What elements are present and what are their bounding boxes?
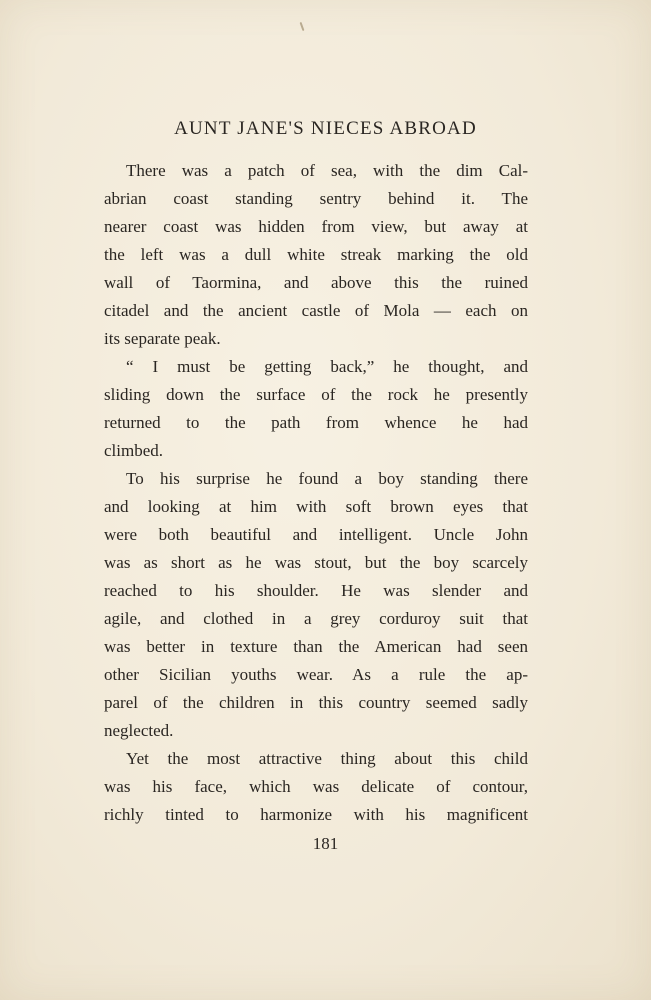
text-line: climbed. <box>104 441 164 460</box>
body-text <box>104 157 528 829</box>
text-line: was his face, which was delicate of contour, <box>104 777 528 796</box>
text-line: reached to his shoulder. He was slender and <box>104 581 528 600</box>
paper-mark <box>300 22 305 31</box>
text-line: abrian coast standing sentry behind it. The <box>104 189 528 208</box>
text-line: returned to the path from whence he had <box>104 413 528 432</box>
text-line: was as short as he was stout, but the boy scarcely <box>104 553 528 572</box>
text-line: agile, and clothed in a grey corduroy suit that <box>104 609 528 628</box>
text-line: its separate peak. <box>104 329 221 348</box>
text-line: and looking at him with soft brown eyes that <box>104 497 528 516</box>
text-line: parel of the children in this country seemed sadly <box>104 693 528 712</box>
text-line: citadel and the ancient castle of Mola — each on <box>104 301 528 320</box>
page-number: 181 <box>312 834 339 853</box>
running-head: AUNT JANE'S NIECES ABROAD <box>174 118 477 139</box>
text-line: the left was a dull white streak marking the old <box>104 245 528 264</box>
text-line: nearer coast was hidden from view, but away at <box>104 217 528 236</box>
text-line: was better in texture than the American had seen <box>104 637 528 656</box>
text-line: richly tinted to harmonize with his magnificent <box>104 805 528 824</box>
text-line: sliding down the surface of the rock he presently <box>104 385 528 404</box>
text-line: wall of Taormina, and above this the ruined <box>104 273 528 292</box>
text-line: “ I must be getting back,” he thought, and <box>126 357 528 376</box>
text-line: There was a patch of sea, with the dim Cal- <box>126 161 528 180</box>
text-line: other Sicilian youths wear. As a rule the ap- <box>104 665 528 684</box>
text-line: To his surprise he found a boy standing there <box>126 469 528 488</box>
text-line: Yet the most attractive thing about this child <box>126 749 528 768</box>
text-line: were both beautiful and intelligent. Uncle John <box>104 525 528 544</box>
text-line: neglected. <box>104 721 174 740</box>
